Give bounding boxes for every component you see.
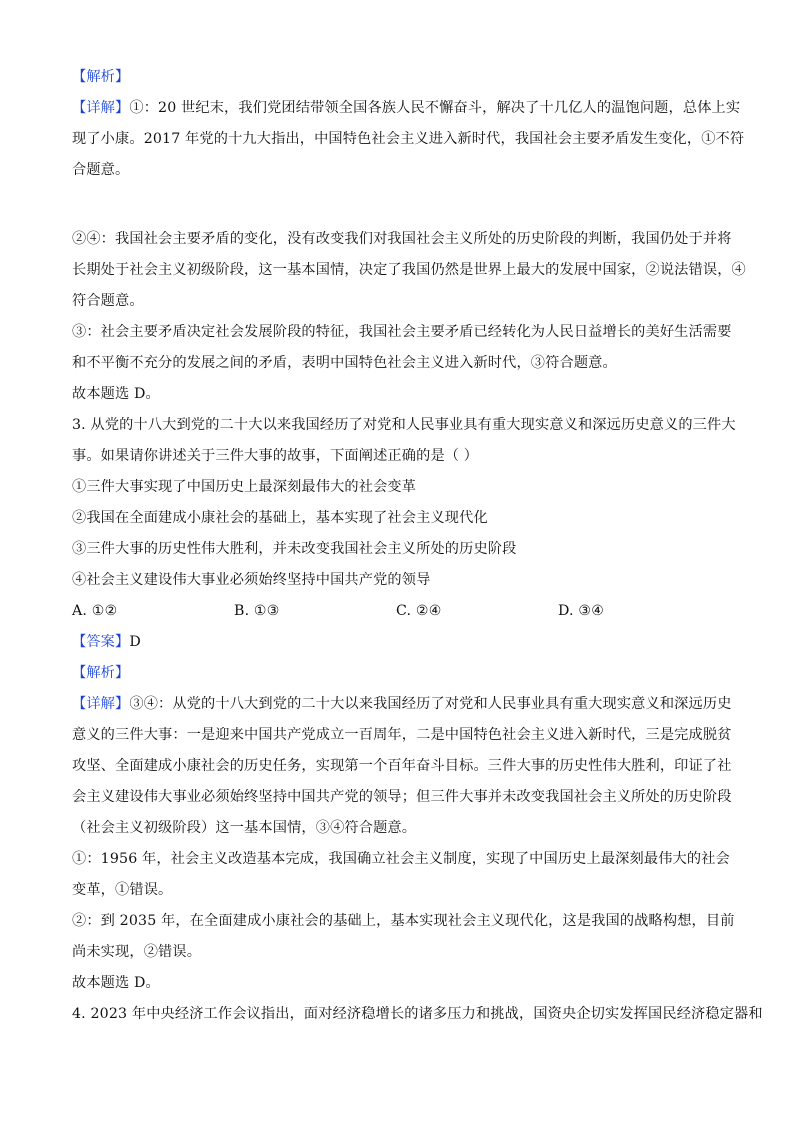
q4-stem-line-1: 4. 2023 年中央经济工作会议指出，面对经济稳增长的诸多压力和挑战，国资央企切实发挥国民经济稳定器和 [72, 1006, 763, 1022]
q3-analysis-label: 【解析】 [72, 665, 130, 681]
q3-p3-line-2: 尚未实现，②错误。 [72, 944, 202, 960]
q2-analysis-label: 【解析】 [72, 69, 130, 85]
q3-detail-line-3: 攻坚、全面建成小康社会的历史任务，实现第一个百年奋斗目标。三件大事的历史性伟大胜利，印证了社 [72, 758, 732, 774]
paragraph-gap [72, 186, 726, 224]
q3-statement-2: ②我国在全面建成小康社会的基础上，基本实现了社会主义现代化 [72, 510, 488, 526]
q3-answer-line [72, 627, 726, 658]
q3-stem-line-1: 3. 从党的十八大到党的二十大以来我国经历了对党和人民事业具有重大现实意义和深远历史意义的三件大 [72, 417, 736, 433]
q3-detail-line-4: 会主义建设伟大事业必须始终坚持中国共产党的领导；但三件大事并未改变我国社会主义所处的历史阶段 [72, 789, 732, 805]
q3-detail-label: 【详解】 [72, 696, 130, 712]
q3-option-d: D. ③④ [558, 603, 605, 619]
q3-answer-value: D [129, 634, 141, 650]
q2-detail-line-2: 现了小康。2017 年党的十九大指出，中国特色社会主义进入新时代，我国社会主要矛盾发生变化，①不符 [72, 131, 745, 147]
q2-detail-line-3: 合题意。 [72, 162, 130, 178]
q3-option-a: A. ①② [72, 603, 118, 619]
q3-statement-3: ③三件大事的历史性伟大胜利，并未改变我国社会主义所处的历史阶段 [72, 541, 517, 557]
q2-detail-line-1: 【详解】①：20 世纪末，我们党团结带领全国各族人民不懈奋斗，解决了十几亿人的温饱问题，总体上实 [72, 100, 741, 116]
document-page [72, 62, 763, 1030]
q3-statement-4: ④社会主义建设伟大事业必须始终坚持中国共产党的领导 [72, 572, 431, 588]
q3-p2-line-2: 变革，①错误。 [72, 882, 173, 898]
q3-stem-line-2: 事。如果请你讲述关于三件大事的故事，下面阐述正确的是（ ） [72, 448, 479, 464]
q3-options [72, 596, 726, 627]
q2-p3-line-1: ③：社会主要矛盾决定社会发展阶段的特征，我国社会主要矛盾已经转化为人民日益增长的美好生活需要 [72, 324, 732, 340]
q3-answer-label: 【答案】 [72, 634, 130, 650]
q3-detail-line-2: 意义的三件大事：一是迎来中国共产党成立一百周年，二是中国特色社会主义进入新时代，三是完成脱贫 [72, 727, 732, 743]
q3-detail-line-1: 【详解】③④：从党的十八大到党的二十大以来我国经历了对党和人民事业具有重大现实意义和深远历史 [72, 696, 732, 712]
q3-p3-line-1: ②：到 2035 年，在全面建成小康社会的基础上，基本实现社会主义现代化，这是我国的战略构想，目前 [72, 913, 735, 929]
q2-p2-line-3: 符合题意。 [72, 293, 144, 309]
q2-p3-line-2: 和不平衡不充分的发展之间的矛盾，表明中国特色社会主义进入新时代，③符合题意。 [72, 355, 617, 371]
q3-statement-1: ①三件大事实现了中国历史上最深刻最伟大的社会变革 [72, 479, 417, 495]
q2-detail-label: 【详解】 [72, 100, 130, 116]
q2-p2-line-2: 长期处于社会主义初级阶段，这一基本国情，决定了我国仍然是世界上最大的发展中国家，②说法错误，④ [72, 262, 746, 278]
q3-option-c: C. ②④ [396, 603, 442, 619]
q3-conclusion: 故本题选 D。 [72, 975, 160, 991]
q3-option-b: B. ①③ [234, 603, 280, 619]
q3-p2-line-1: ①：1956 年，社会主义改造基本完成，我国确立社会主义制度，实现了中国历史上最深刻最伟大的社会 [72, 851, 730, 867]
q2-conclusion: 故本题选 D。 [72, 386, 160, 402]
q2-p2-line-1: ②④：我国社会主要矛盾的变化，没有改变我们对我国社会主义所处的历史阶段的判断，我国仍处于并将 [72, 231, 732, 247]
q3-detail-line-5: （社会主义初级阶段）这一基本国情，③④符合题意。 [72, 820, 417, 836]
